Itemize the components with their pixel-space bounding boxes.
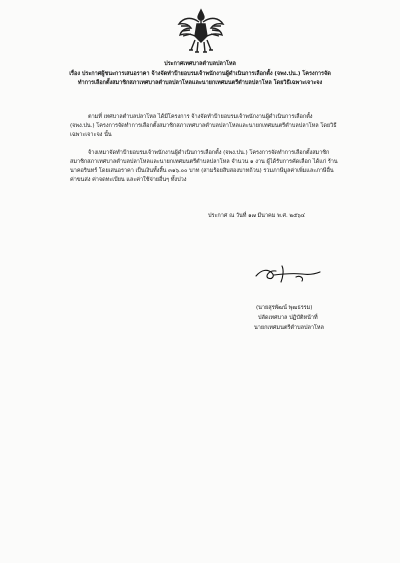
handwritten-signature bbox=[252, 260, 324, 288]
para2-line-1: จ้างเหมาจัดทำป้ายอบรมเจ้าพนักงานผู้ดำเนินการเลือกตั้ง (จพง.ปน.) โครงการจัดทำการเลือกตั้งสมาชิก bbox=[88, 150, 330, 156]
signatory-position-1: ปลัดเทศบาล ปฏิบัติหน้าที่ bbox=[258, 315, 318, 321]
para1-line-2: (จพง.ปน.) โครงการจัดทำการเลือกตั้งสมาชิกสภาเทศบาลตำบลปลาโหลและนายกเทศมนตรีตำบลปลาโหล โดยวิธี bbox=[70, 123, 337, 129]
para2-line-2: สมาชิกสภาเทศบาลตำบลปลาโหลและนายกเทศมนตรีตำบลปลาโหล จำนวน ๑ งาน ผู้ได้รับการคัดเลือก ได้แก่ ร้าน bbox=[70, 159, 338, 165]
subject-line-1: เรื่อง ประกาศผู้ชนะการเสนอราคา จ้างจัดทำป้ายอบรมเจ้าพนักงานผู้ดำเนินการเลือกตั้ง (จพง.ปน.) โครงการจัด bbox=[69, 71, 331, 77]
issuer-title: ประกาศเทศบาลตำบลปลาโหล bbox=[164, 61, 236, 67]
signatory-name: (นายสุรพัฒน์ พุฒธรรม) bbox=[256, 305, 313, 311]
para1-line-1: ตามที่ เทศบาลตำบลปลาโหล ได้มีโครงการ จ้างจัดทำป้ายอบรมเจ้าพนักงานผู้ดำเนินการเลือกตั้ง bbox=[88, 114, 313, 120]
para2-line-4: ค่าขนส่ง ค่าจดทะเบียน และค่าใช้จ่ายอื่นๆ ทั้งปวง bbox=[70, 177, 187, 183]
signatory-position-2: นายกเทศมนตรีตำบลปลาโหล bbox=[254, 325, 324, 331]
subject-line-2: ทำการเลือกตั้งสมาชิกสภาเทศบาลตำบลปลาโหลและนายกเทศมนตรีตำบลปลาโหล โดยวิธีเฉพาะเจาะจง bbox=[77, 80, 323, 86]
announcement-date: ประกาศ ณ วันที่ ๑๗ มีนาคม พ.ศ. ๒๕๖๔ bbox=[208, 213, 305, 219]
para1-line-3: เฉพาะเจาะจง นั้น bbox=[70, 132, 112, 138]
para2-line-3: นาคอรินทร์ โดยเสนอราคา เป็นเงินทั้งสิ้น ๓๑๖.๐๐ บาท (สามร้อยสิบสองบาทถ้วน) รวมภาษีมูลค่าเพิ่มและภาษีอื่น bbox=[70, 168, 334, 174]
garuda-emblem-icon bbox=[175, 6, 227, 58]
